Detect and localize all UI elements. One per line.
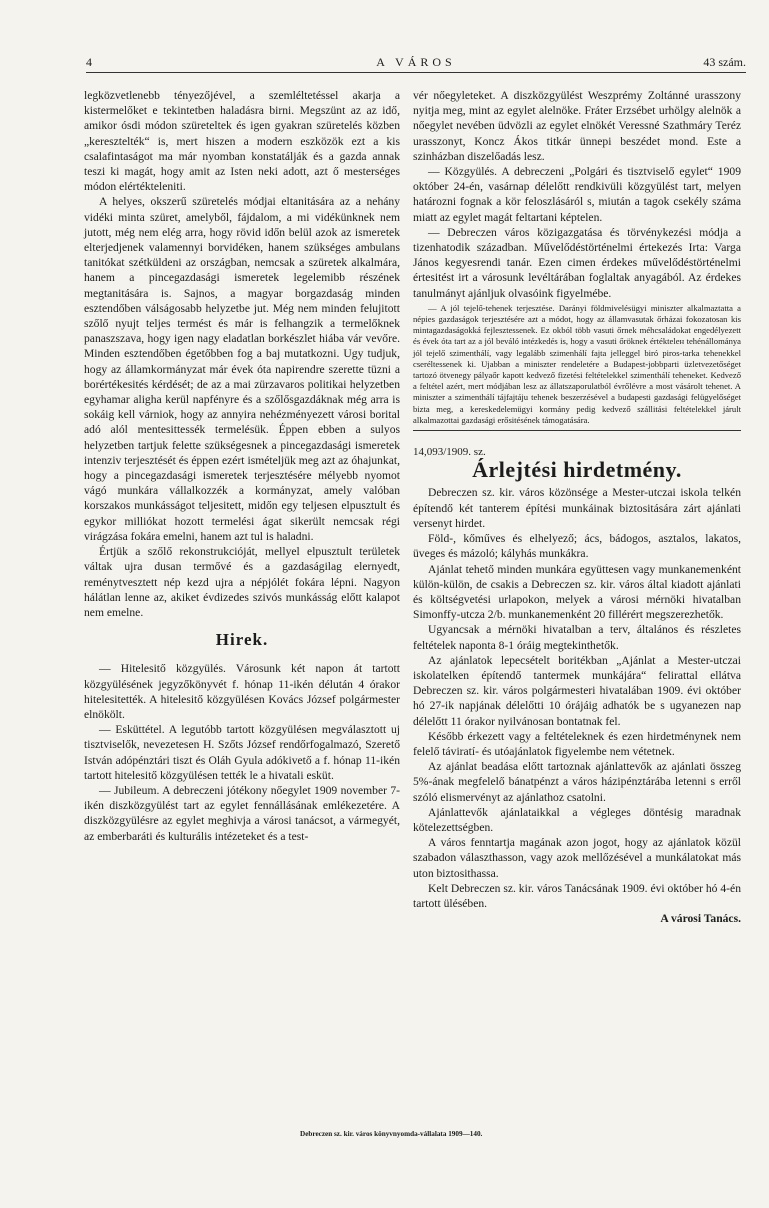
- news-item: — Jubileum. A debreczeni jótékony nőegylet 1909 november 7-ikén diszközgyülést tart az egylet fennállásának emlékezetére. A diszközgyülésre az egylet meghivja a városi tanácsot, a vármegyét, az emberbaráti és kulturális intézeteket és a test-: [84, 783, 400, 843]
- ad-paragraph: Ajánlat tehető minden munkára együttesen vagy munkanemenként külön-külön, de csakis a Debreczen sz. kir. város által kiadott ajánlati és költségvetési urlapokon, melyek a városi mérnöki hivatalban Simonffy-utcza 2/b. munkanemenként 20 fillérért megszerezhetők.: [413, 562, 741, 622]
- ad-paragraph: Ugyancsak a mérnöki hivatalban a terv, általános és részletes feltételek naponta 8-1 óráig megtekinthetők.: [413, 623, 741, 652]
- ad-paragraph: Föld-, kőműves és elhelyező; ács, bádogos, asztalos, lakatos, üveges és mázoló; kályhás munkákra.: [413, 532, 741, 561]
- ad-paragraph: Később érkezett vagy a feltételeknek és ezen hirdetménynek nem felelő táviratí- és utóajánlatok figyelembe nem vétetnek.: [413, 729, 741, 758]
- news-item: — Esküttétel. A legutóbb tartott közgyülésen megválasztott uj tisztviselők, nevezetesen H. Szőts József rendőrfogalmazó, Szerető István adópénztári tiszt és Oláh Gyula adókivető a f. hónap 11-ikén tartott hitelesitő közgyülésen tették le a hivatali esküt.: [84, 723, 400, 782]
- ad-reference-number: 14,093/1909. sz.: [413, 446, 486, 459]
- article-paragraph: legközvetlenebb tényezőjével, a szemléltetéssel akarja a kistermelőket e tekintetben haladásra birni. Megszünt az az idő, amikor ósdi módon szüreteltek és igen gyakran szüretelés közben „keresztelték“ is, mert hiszen a modern eszközök ezt a kis csalafintaságot ma már nyomban konstatálják és a gazda annak teszi ki magát, hogy amit az Isten neki adott, azt ő mesterséges módon elértékteleniti.: [84, 89, 400, 194]
- article-paragraph: Értjük a szőlő rekonstrukcióját, mellyel elpusztult területek váltak ujra dusan termővé és a gazdaságilag elernyedt, reménytvesztett nép kezd ujra a népjólét fokára lépni. Nagyon hálátlan lenne az, akiket évdizedes szivós munkásság előtt kalapot nem emelne.: [84, 545, 400, 619]
- ad-paragraph: Debreczen sz. kir. város közönsége a Mester-utczai iskola telkén építendő két tanterem építési munkáinak biztositására zárt ajánlati versenyt hirdet.: [413, 486, 741, 530]
- ad-title: Árlejtési hirdetmény.: [472, 457, 682, 483]
- small-print-note: — A jól tejelő-tehenek terjesztése. Darányi földmivelésügyi miniszter alkalmaztatta a népies gazdaságok terjesztésére azt a módot, hogy az államvasutak őrházai fokozatosan kis mintagazdaságokká fejlesztessenek. Ez okból több vasuti őrnek méhcsaládokat engedélyezett és évek óta tart az a jól beváló intézkedés is, hogy a vasuti őröknek értékteleн tehénállománya jól tejelő szimenthálí, vagy legalább szimenhálí fajta jelleggel biró piros-tarka tehenekkel cseréltessenek ki. Ujabban a miniszter rendeletére a Budapest-jobbparti üzletvezetőséget tartozó ötvenegy pályaőr kapott kedvező fizetési feltételekkel szimenthálí teheneket. Kedvező a feltétel azért, mert módjában lesz az állatszaporulatból évrőlévre a most vásárolt tehenet. A miniszter a szimenthálí tájfajtáju tehenek beszerzésével a budapesti gazdasági felügyelőséget bizta meg, a kereskedelemügyi kormány pedig kedvező szállitási feltételekkel járult alkalmazottai gazdasági erősitésének támogatására.: [413, 302, 741, 425]
- ad-signature: A városi Tanács.: [660, 912, 741, 926]
- page-header: [86, 52, 746, 73]
- article-paragraph: A helyes, okszerű szüretelés módjai eltanitására az a nehány vidéki minta szüret, amelyből, fájdalom, a mi vidékünknek nem jutott, még nem elég arra, hogy rövid időn belül azok az ismeretek elterjedjenek valamennyi borvidéken, hanem szükséges ambulans tanitókat szétküldeni az országban, nemcsak a szüretek alkalmára, hanem a pincegazdasági ismeretek legelemibb részének megtanitására is. Sajnos, a magyar borgazdaság minden esztendőben válságosabb helyzetbe jut. Még nem minden felujitott szőlő nyujt teljes termést és már is felhangzik a termelőknek panaszszava, hogy igen nagy eladatlan borkészlet hiába vár vevőre. Minden esztendőben égetőbben fog a baj mutatkozni. Ugy tudjuk, hogy az államkormányzat már évek óta napirendre szerette tüzni a borértékesités kérdését; de az a mai zürzavaros politikai helyzetben egyhamar aligha kerül napfényre és a szőlősgazdáknak még arra is sokáig kell várniok, hogy az annyira nehézményezett városi borital adó alól mentesittessék termelésük. Éppen ebben a sulyos helyzetben tartjuk felette szükségesnek a pincegazdasági ismeretek intenziv terjesztését és éppen ezért ismételjük meg azt az óhajunkat, hogy a pincegazdasági ismeretek terjesztésére mélyebb nyomot vágó munkára vállalkozzék a kormányzat, amely valóban korszakos munkásságot teljesitett, midőn egy teljesen elpusztult és egykor milliókat hozott termelési ágat sikerült nemcsak régi virágzása fokára emelni, hanem azt tul is haladni.: [84, 195, 400, 543]
- page-number: 4: [86, 55, 92, 69]
- issue-number: 43 szám.: [703, 55, 746, 69]
- ad-paragraph: Ajánlattevők ajánlataikkal a végleges döntésig maradnak kötelezettségben.: [413, 805, 741, 834]
- news-heading: Hirek.: [215, 630, 269, 650]
- ad-paragraph: Az ajánlat beadása előtt tartoznak ajánlattevők az ajánlati összeg 5%-ának megfelelő bánatpénzt a város házipénztárába letenni s erről szóló elismervényt az ajánlathoz csatolni.: [413, 760, 741, 804]
- ad-paragraph: Az ajánlatok lepecsételt boritékban „Ajánlat a Mester-utczai iskolatelken építendő tantermek munkájára“ felirattal ellátva Debreczen sz. kir. város polgármesteri hivatalában 1909. évi október hó 27-ik napjának délelőtti 10 órájáig adhatók be s ugyanezen nap délelőtt 11 órakor nyilvánosan bontatnak fel.: [413, 653, 741, 728]
- ad-paragraph: A város fenntartja magának azon jogot, hogy az ajánlatok közül szabadon választhasson, vagy azok mellőzésével a munkálatokat más uton biztosithassa.: [413, 836, 741, 880]
- news-item: — Hitelesitő közgyülés. Városunk két napon át tartott közgyülésének jegyzőkönyvét f. hónap 11-ikén délután 4 órakor hitelesitették. A hitelesitő közgyülésen Kovács József polgármester elnökölt.: [84, 662, 400, 721]
- left-column: [84, 88, 400, 844]
- printer-imprint: Debreczen sz. kir. város könyvnyomda-vállalata 1909—140.: [300, 1130, 483, 1138]
- newspaper-title: A VÁROS: [376, 55, 456, 69]
- ad-paragraph: Kelt Debreczen sz. kir. város Tanácsának 1909. évi október hó 4-én tartott ülésében.: [413, 881, 741, 910]
- news-item: — Debreczen város közigazgatása és törvénykezési módja a tizenhatodik században. Művelődéstörténelmi értekezés Irta: Varga János kegyesrendi tanár. Ezen cimen érdekes művelődéstörténelmi értesitést irt a városunk levéltárában foglaltak anyagából. Az érdekes tanulmányt ajánljuk olvasóink figyelmébe.: [413, 225, 741, 300]
- right-column: [413, 88, 741, 926]
- news-item: — Közgyülés. A debreczeni „Polgári és tisztviselő egylet“ 1909 október 24-én, vasárnap délelőtt rendkivüli közgyülést tart, melyen határozni fognak a kör feloszlásáról s, miután a tagok csekély száma miatt az egylet magát feltartani képtelen.: [413, 165, 741, 224]
- section-divider: [413, 430, 741, 431]
- article-paragraph: vér nőegyleteket. A diszközgyülést Weszprémy Zoltánné urasszony nyitja meg, mint az egylet alelnöke. Fráter Erzsébet urhölgy alelnök a nőegylet nevében üdvözli az egylet elnökét Veressné Szathmáry Teréz urasszonyt, Koncz Ákos titkár ünnepi beszédet mond. Este a szinházban diszelőadás lesz.: [413, 89, 741, 163]
